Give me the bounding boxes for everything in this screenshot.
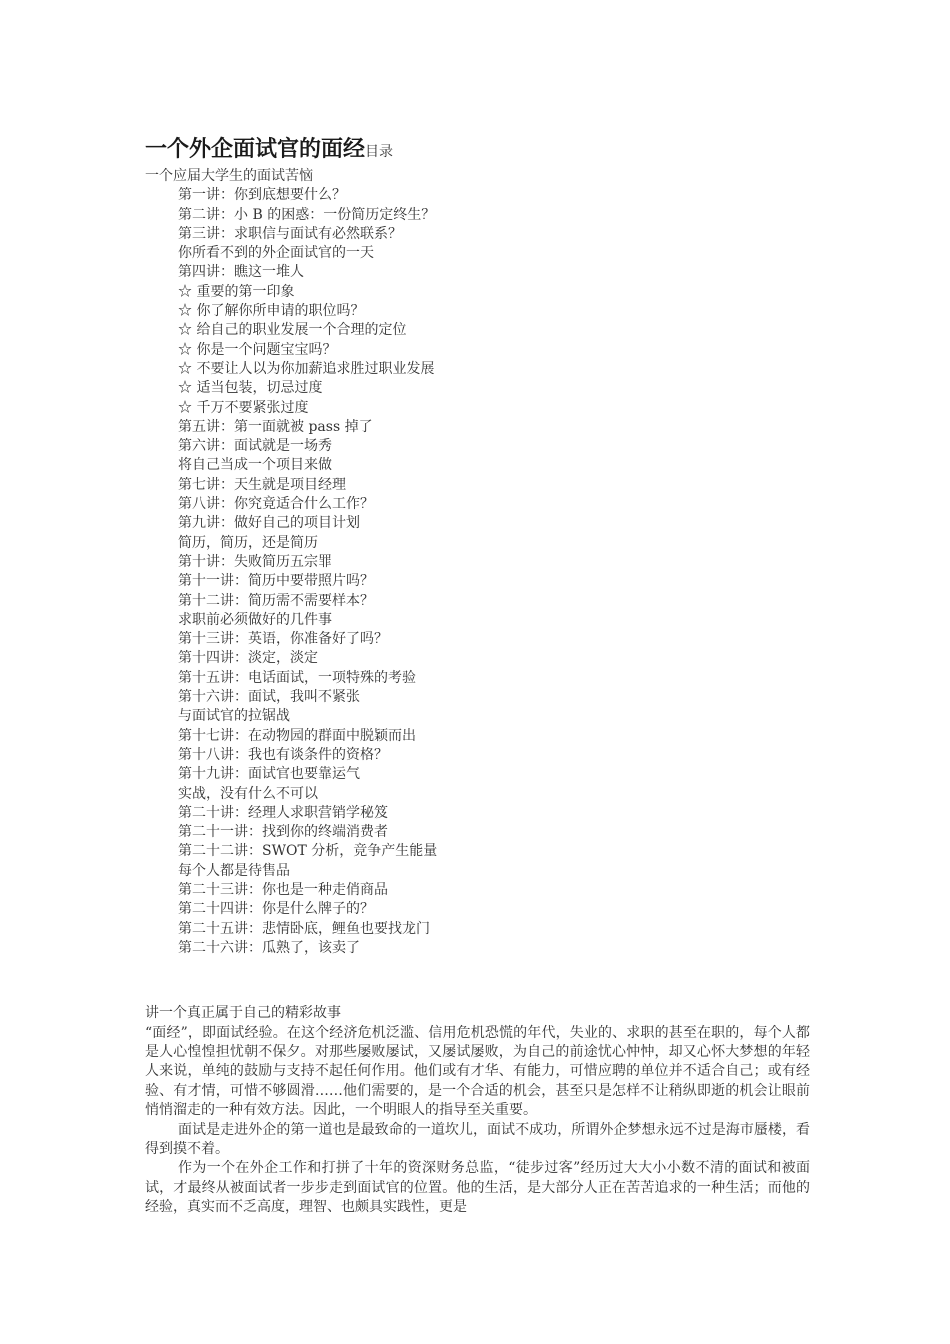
toc-item: ☆ 你了解你所申请的职位吗？ xyxy=(178,303,365,320)
toc-item: 第十一讲：简历中要带照片吗？ xyxy=(178,573,374,590)
toc-item: ☆ 适当包装，切忌过度 xyxy=(178,380,323,397)
toc-item: ☆ 你是一个问题宝宝吗？ xyxy=(178,341,337,358)
title-line xyxy=(145,130,810,167)
toc-item: 第五讲：第一面就被 pass 掉了 xyxy=(178,418,373,435)
toc-item: 第二讲：小 B 的困惑：一份简历定终生？ xyxy=(178,206,436,223)
toc-item: 第九讲：做好自己的项目计划 xyxy=(178,515,360,532)
document-page xyxy=(145,130,810,1218)
body-paragraph: 作为一个在外企工作和打拼了十年的资深财务总监，“徒步过客”经历过大大小小数不清的面试和被面试，才最终从被面试者一步步走到面试官的位置。他的生活，是大部分人正在苦苦追求的一种生活；而他的经验，真实而不乏高度，理智、也颇具实践性，更是 xyxy=(145,1160,810,1216)
toc-item: 第十三讲：英语，你准备好了吗？ xyxy=(178,631,388,648)
toc-item: 第十二讲：简历需不需要样本？ xyxy=(178,592,374,609)
toc-label: 目录 xyxy=(365,144,394,160)
toc-item: 第六讲：面试就是一场秀 xyxy=(178,438,332,455)
toc-item: 第二十二讲：SWOT 分析，竞争产生能量 xyxy=(178,843,438,860)
toc-item: 一个应届大学生的面试苦恼 xyxy=(145,168,313,184)
toc-item: 第二十四讲：你是什么牌子的？ xyxy=(178,901,374,918)
toc-item: 第二十六讲：瓜熟了，该卖了 xyxy=(178,939,360,956)
body-paragraph: 讲一个真正属于自己的精彩故事 xyxy=(145,1005,341,1022)
toc-item: 第十五讲：电话面试，一项特殊的考验 xyxy=(178,669,416,686)
toc-item: 第十讲：失败简历五宗罪 xyxy=(178,553,332,570)
toc-item: ☆ 不要让人以为你加薪追求胜过职业发展 xyxy=(178,360,435,377)
toc-item: 求职前必须做好的几件事 xyxy=(178,611,332,628)
toc-item: 第二十讲：经理人求职营销学秘笈 xyxy=(178,804,388,821)
body-paragraph: 面试是走进外企的第一道也是最致命的一道坎儿，面试不成功，所谓外企梦想永远不过是海市蜃楼，看得到摸不着。 xyxy=(145,1121,810,1158)
toc-item: 第七讲：天生就是项目经理 xyxy=(178,476,346,493)
toc-item: 第十四讲：淡定，淡定 xyxy=(178,650,318,667)
toc-item: 第二十五讲：悲情卧底，鲤鱼也要找龙门 xyxy=(178,920,430,937)
toc-item: 第三讲：求职信与面试有必然联系？ xyxy=(178,225,402,242)
toc-item: 第四讲：瞧这一堆人 xyxy=(178,264,304,281)
toc-item: 第十八讲：我也有谈条件的资格？ xyxy=(178,746,388,763)
toc-item: 第十七讲：在动物园的群面中脱颖而出 xyxy=(178,727,416,744)
toc-item: ☆ 重要的第一印象 xyxy=(178,283,295,300)
toc-item: 与面试官的拉锯战 xyxy=(178,708,290,725)
toc-item: ☆ 给自己的职业发展一个合理的定位 xyxy=(178,322,407,339)
toc-item: 你所看不到的外企面试官的一天 xyxy=(178,245,374,262)
toc-item: 将自己当成一个项目来做 xyxy=(178,457,332,474)
toc-item: 第八讲：你究竟适合什么工作？ xyxy=(178,496,374,513)
document-title: 一个外企面试官的面经 xyxy=(145,137,366,162)
toc-item: 第十九讲：面试官也要靠运气 xyxy=(178,766,360,783)
toc-item: ☆ 千万不要紧张过度 xyxy=(178,399,309,416)
toc-item: 第十六讲：面试，我叫不紧张 xyxy=(178,689,360,706)
toc-item: 第一讲：你到底想要什么？ xyxy=(178,187,346,204)
toc-item: 简历，简历，还是简历 xyxy=(178,534,318,551)
body-paragraph: “面经”，即面试经验。在这个经济危机泛滥、信用危机恐慌的年代，失业的、求职的甚至在职的，每个人都是人心惶惶担忧朝不保夕。对那些屡败屡试，又屡试屡败，为自己的前途忧心忡忡，却又心怀大梦想的年轻人来说，单纯的鼓励与支持不起任何作用。他们或有才华、有能力，可惜应聘的单位并不适合自己；或有经验、有才情，可惜不够圆滑……他们需要的，是一个合适的机会，甚至只是怎样不让稍纵即逝的机会让眼前悄悄溜走的一种有效方法。因此，一个明眼人的指导至关重要。 xyxy=(145,1024,810,1119)
toc-item: 每个人都是待售品 xyxy=(178,862,290,879)
toc-item: 第二十一讲：找到你的终端消费者 xyxy=(178,824,388,841)
table-of-contents xyxy=(145,167,810,958)
toc-item: 第二十三讲：你也是一种走俏商品 xyxy=(178,881,388,898)
body-text xyxy=(145,1004,810,1217)
toc-item: 实战，没有什么不可以 xyxy=(178,785,318,802)
